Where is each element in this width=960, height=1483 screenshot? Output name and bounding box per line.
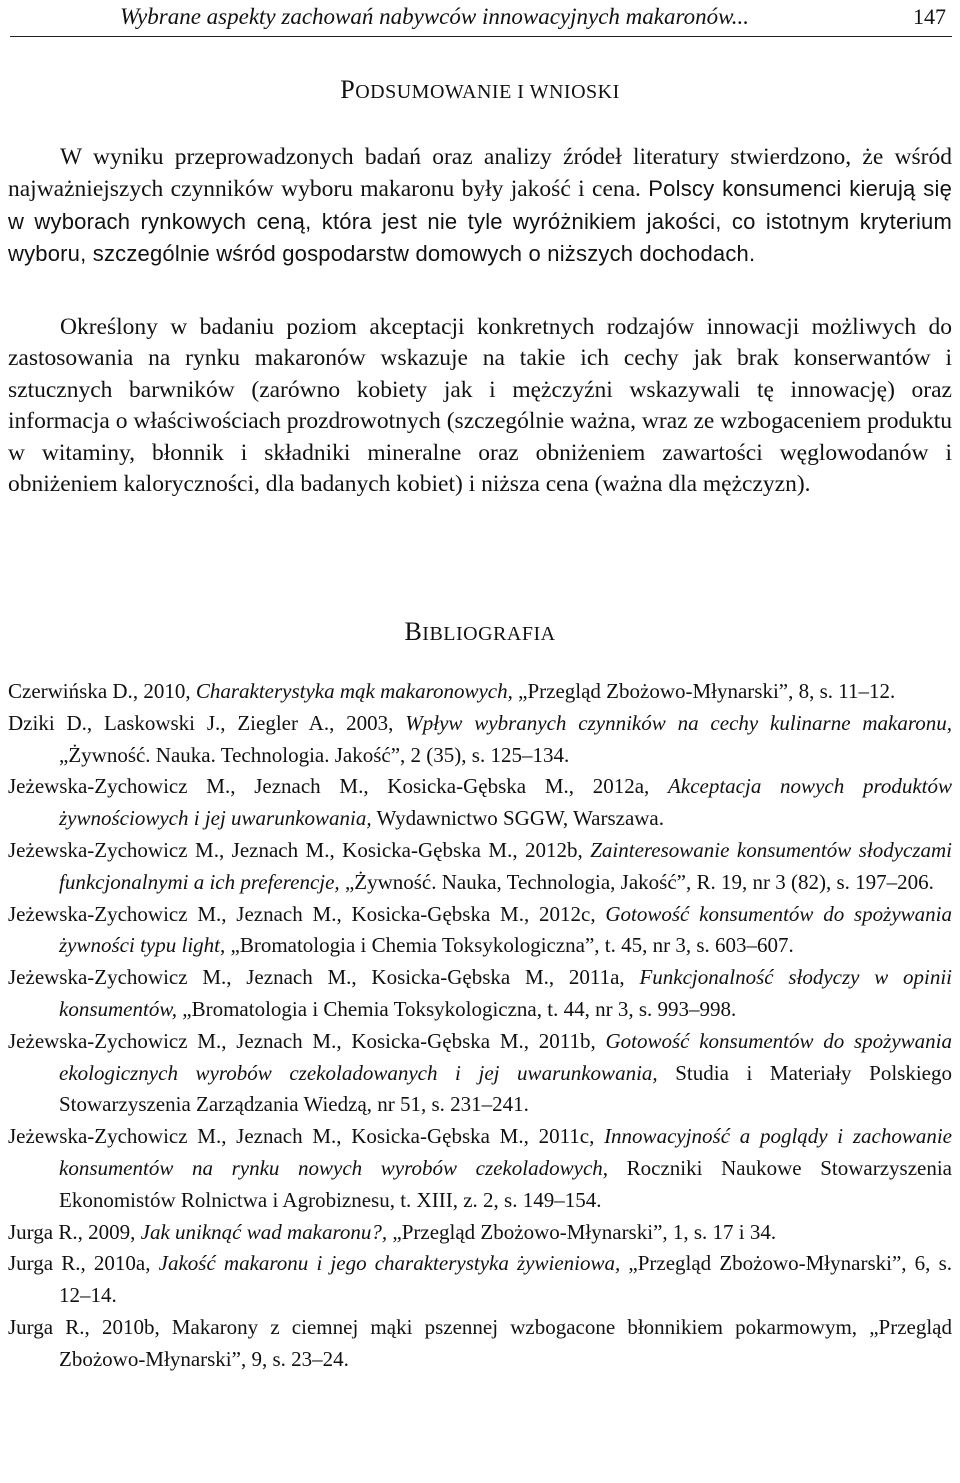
bib-title: Wpływ wybranych czynników na cechy kulinarne makaronu, bbox=[405, 710, 953, 735]
bib-source: „Żywność. Nauka. Technologia. Jakość”, 2 (35), s. 125–134. bbox=[59, 742, 570, 767]
bib-authors: Jeżewska-Zychowicz M., Jeznach M., Kosicka-Gębska M. bbox=[8, 1124, 524, 1149]
bib-entry bbox=[8, 1312, 952, 1376]
bib-year: , 2003, bbox=[329, 710, 406, 735]
bib-authors: Jeżewska-Zychowicz M., Jeznach M., Kosicka-Gębska M. bbox=[8, 901, 524, 926]
bib-year: , 2010a, bbox=[80, 1251, 159, 1276]
bib-year: , 2012c, bbox=[523, 901, 606, 926]
bib-authors: Jeżewska-Zychowicz M., Jeznach M., Kosicka-Gębska M. bbox=[8, 774, 569, 799]
summary-paragraph-1 bbox=[8, 142, 952, 271]
bib-authors: Jeżewska-Zychowicz M., Jeznach M., Kosicka-Gębska M. bbox=[8, 837, 513, 862]
bib-title: Charakterystyka mąk makaronowych, bbox=[195, 679, 513, 703]
bib-source: „Przegląd Zbożowo-Młynarski”, 1, s. 17 i 34. bbox=[387, 1219, 777, 1244]
bib-entry bbox=[8, 1248, 952, 1312]
bibliography-heading-cap: B bbox=[404, 617, 423, 646]
bib-authors: Jurga R. bbox=[8, 1251, 81, 1276]
bib-year: , 2011a, bbox=[548, 965, 640, 990]
bib-entry bbox=[8, 962, 952, 1026]
bib-title: Zainteresowanie konsumentów słodyczami funkcjonalnymi a ich preferencje, bbox=[59, 837, 953, 894]
bib-entry bbox=[8, 1217, 952, 1249]
bib-source: Studia i Materiały Polskiego Stowarzyszenia Zarządzania Wiedzą, nr 51, s. 231–241. bbox=[59, 1060, 952, 1117]
bib-entry bbox=[8, 1026, 952, 1121]
bib-title: Gotowość konsumentów do spożywania żywności typu light, bbox=[59, 901, 952, 958]
bib-title: Akceptacja nowych produktów żywnościowych i jej uwarunkowania, bbox=[59, 774, 952, 831]
bib-title: Gotowość konsumentów do spożywania ekologicznych wyrobów czekoladowanych i jej uwarunkowania, bbox=[59, 1028, 952, 1085]
bib-authors: Jurga R. bbox=[8, 1314, 85, 1339]
bib-source: Makarony z ciemnej mąki pszennej wzbogacone błonnikiem pokarmowym, „Przegląd Zbożowo-Młynarski”, 9, s. 23–24. bbox=[59, 1314, 952, 1371]
summary-paragraph-1-sans: Polscy konsumenci kierują się w wyborach rynkowych ceną, która jest nie tyle wyróżnikiem jakości, co istotnym kryterium wyboru, szczególnie wśród gospodarstw domowych o niższych dochodach. bbox=[8, 176, 953, 267]
bib-authors: Dziki D., Laskowski J., Ziegler A. bbox=[8, 710, 330, 735]
bib-source: Wydawnictwo SGGW, Warszawa. bbox=[371, 806, 665, 831]
bib-authors: Jeżewska-Zychowicz M., Jeznach M., Kosicka-Gębska M. bbox=[8, 965, 549, 990]
summary-heading-rest: ODSUMOWANIE I WNIOSKI bbox=[355, 81, 620, 103]
summary-paragraph-2: Określony w badaniu poziom akceptacji konkretnych rodzajów innowacji możliwych do zastosowania na rynku makaronów wskazuje na takie ich cechy jak brak konserwantów i sztucznych barwników (zarówno kobiety jak i mężczyźni wskazywali tę innowację) oraz informacja o właściwościach prozdrowotnych (szczególnie ważna, wraz ze wzbogaceniem produktu w witaminy, błonnik i składniki mineralne oraz obniżeniem zawartości węglowodanów i obniżeniem kaloryczności, dla badanych kobiet) i niższa cena (ważna dla mężczyzn). bbox=[8, 314, 952, 498]
running-title: Wybrane aspekty zachowań nabywców innowacyjnych makaronów... bbox=[120, 4, 749, 29]
bib-title: Jakość makaronu i jego charakterystyka żywieniowa, bbox=[158, 1251, 621, 1276]
bib-title: Funkcjonalność słodyczy w opinii konsumentów, bbox=[59, 965, 952, 1021]
bib-source: „Przegląd Zbożowo-Młynarski”, 6, s. 12–14. bbox=[59, 1251, 952, 1308]
bib-entry bbox=[8, 835, 952, 899]
bib-source: „Żywność. Nauka, Technologia, Jakość”, R. 19, nr 3 (82), s. 197–206. bbox=[339, 869, 934, 894]
bib-source: „Przegląd Zbożowo-Młynarski”, 8, s. 11–12. bbox=[512, 679, 896, 703]
bib-year: , 2009, bbox=[77, 1219, 141, 1244]
bibliography-list bbox=[8, 676, 952, 1376]
bib-year: , 2010b, bbox=[84, 1314, 172, 1339]
running-header bbox=[10, 0, 952, 37]
bib-entry bbox=[8, 708, 952, 772]
bib-entry bbox=[8, 676, 952, 708]
bib-title: Jak uniknąć wad makaronu?, bbox=[140, 1219, 388, 1244]
bib-year: , 2011b, bbox=[523, 1028, 606, 1053]
summary-heading-cap: P bbox=[340, 75, 356, 104]
bib-title: Innowacyjność a poglądy i zachowanie konsumentów na rynku nowych wyrobów czekoladowych, bbox=[59, 1124, 952, 1180]
summary-paragraph-1-serif: W wyniku przeprowadzonych badań oraz analizy źródeł literatury stwierdzono, że wśród najważniejszych czynników wyboru makaronu były jakość i cena. bbox=[8, 144, 952, 203]
bib-entry bbox=[8, 899, 952, 963]
bib-source: Roczniki Naukowe Stowarzyszenia Ekonomistów Rolnictwa i Agrobiznesu, t. XIII, z. 2, s. 149–154. bbox=[59, 1155, 952, 1212]
bib-entry bbox=[8, 771, 952, 835]
bib-source: „Bromatologia i Chemia Toksykologiczna, t. 44, nr 3, s. 993–998. bbox=[177, 996, 737, 1021]
bib-year: , 2011c, bbox=[523, 1124, 605, 1149]
summary-heading bbox=[0, 75, 960, 105]
bib-year: , 2012a, bbox=[568, 774, 669, 799]
bib-year: , 2010, bbox=[132, 679, 196, 703]
bib-authors: Czerwińska D. bbox=[8, 679, 133, 703]
bib-entry bbox=[8, 1121, 952, 1216]
bib-authors: Jurga R. bbox=[8, 1219, 78, 1244]
bib-source: „Bromatologia i Chemia Toksykologiczna”, t. 45, nr 3, s. 603–607. bbox=[225, 933, 794, 958]
bibliography-heading bbox=[0, 617, 960, 647]
page-number: 147 bbox=[913, 4, 946, 29]
bibliography-heading-rest: IBLIOGRAFIA bbox=[422, 623, 556, 645]
bib-year: , 2012b, bbox=[512, 837, 591, 862]
bib-authors: Jeżewska-Zychowicz M., Jeznach M., Kosicka-Gębska M. bbox=[8, 1028, 524, 1053]
